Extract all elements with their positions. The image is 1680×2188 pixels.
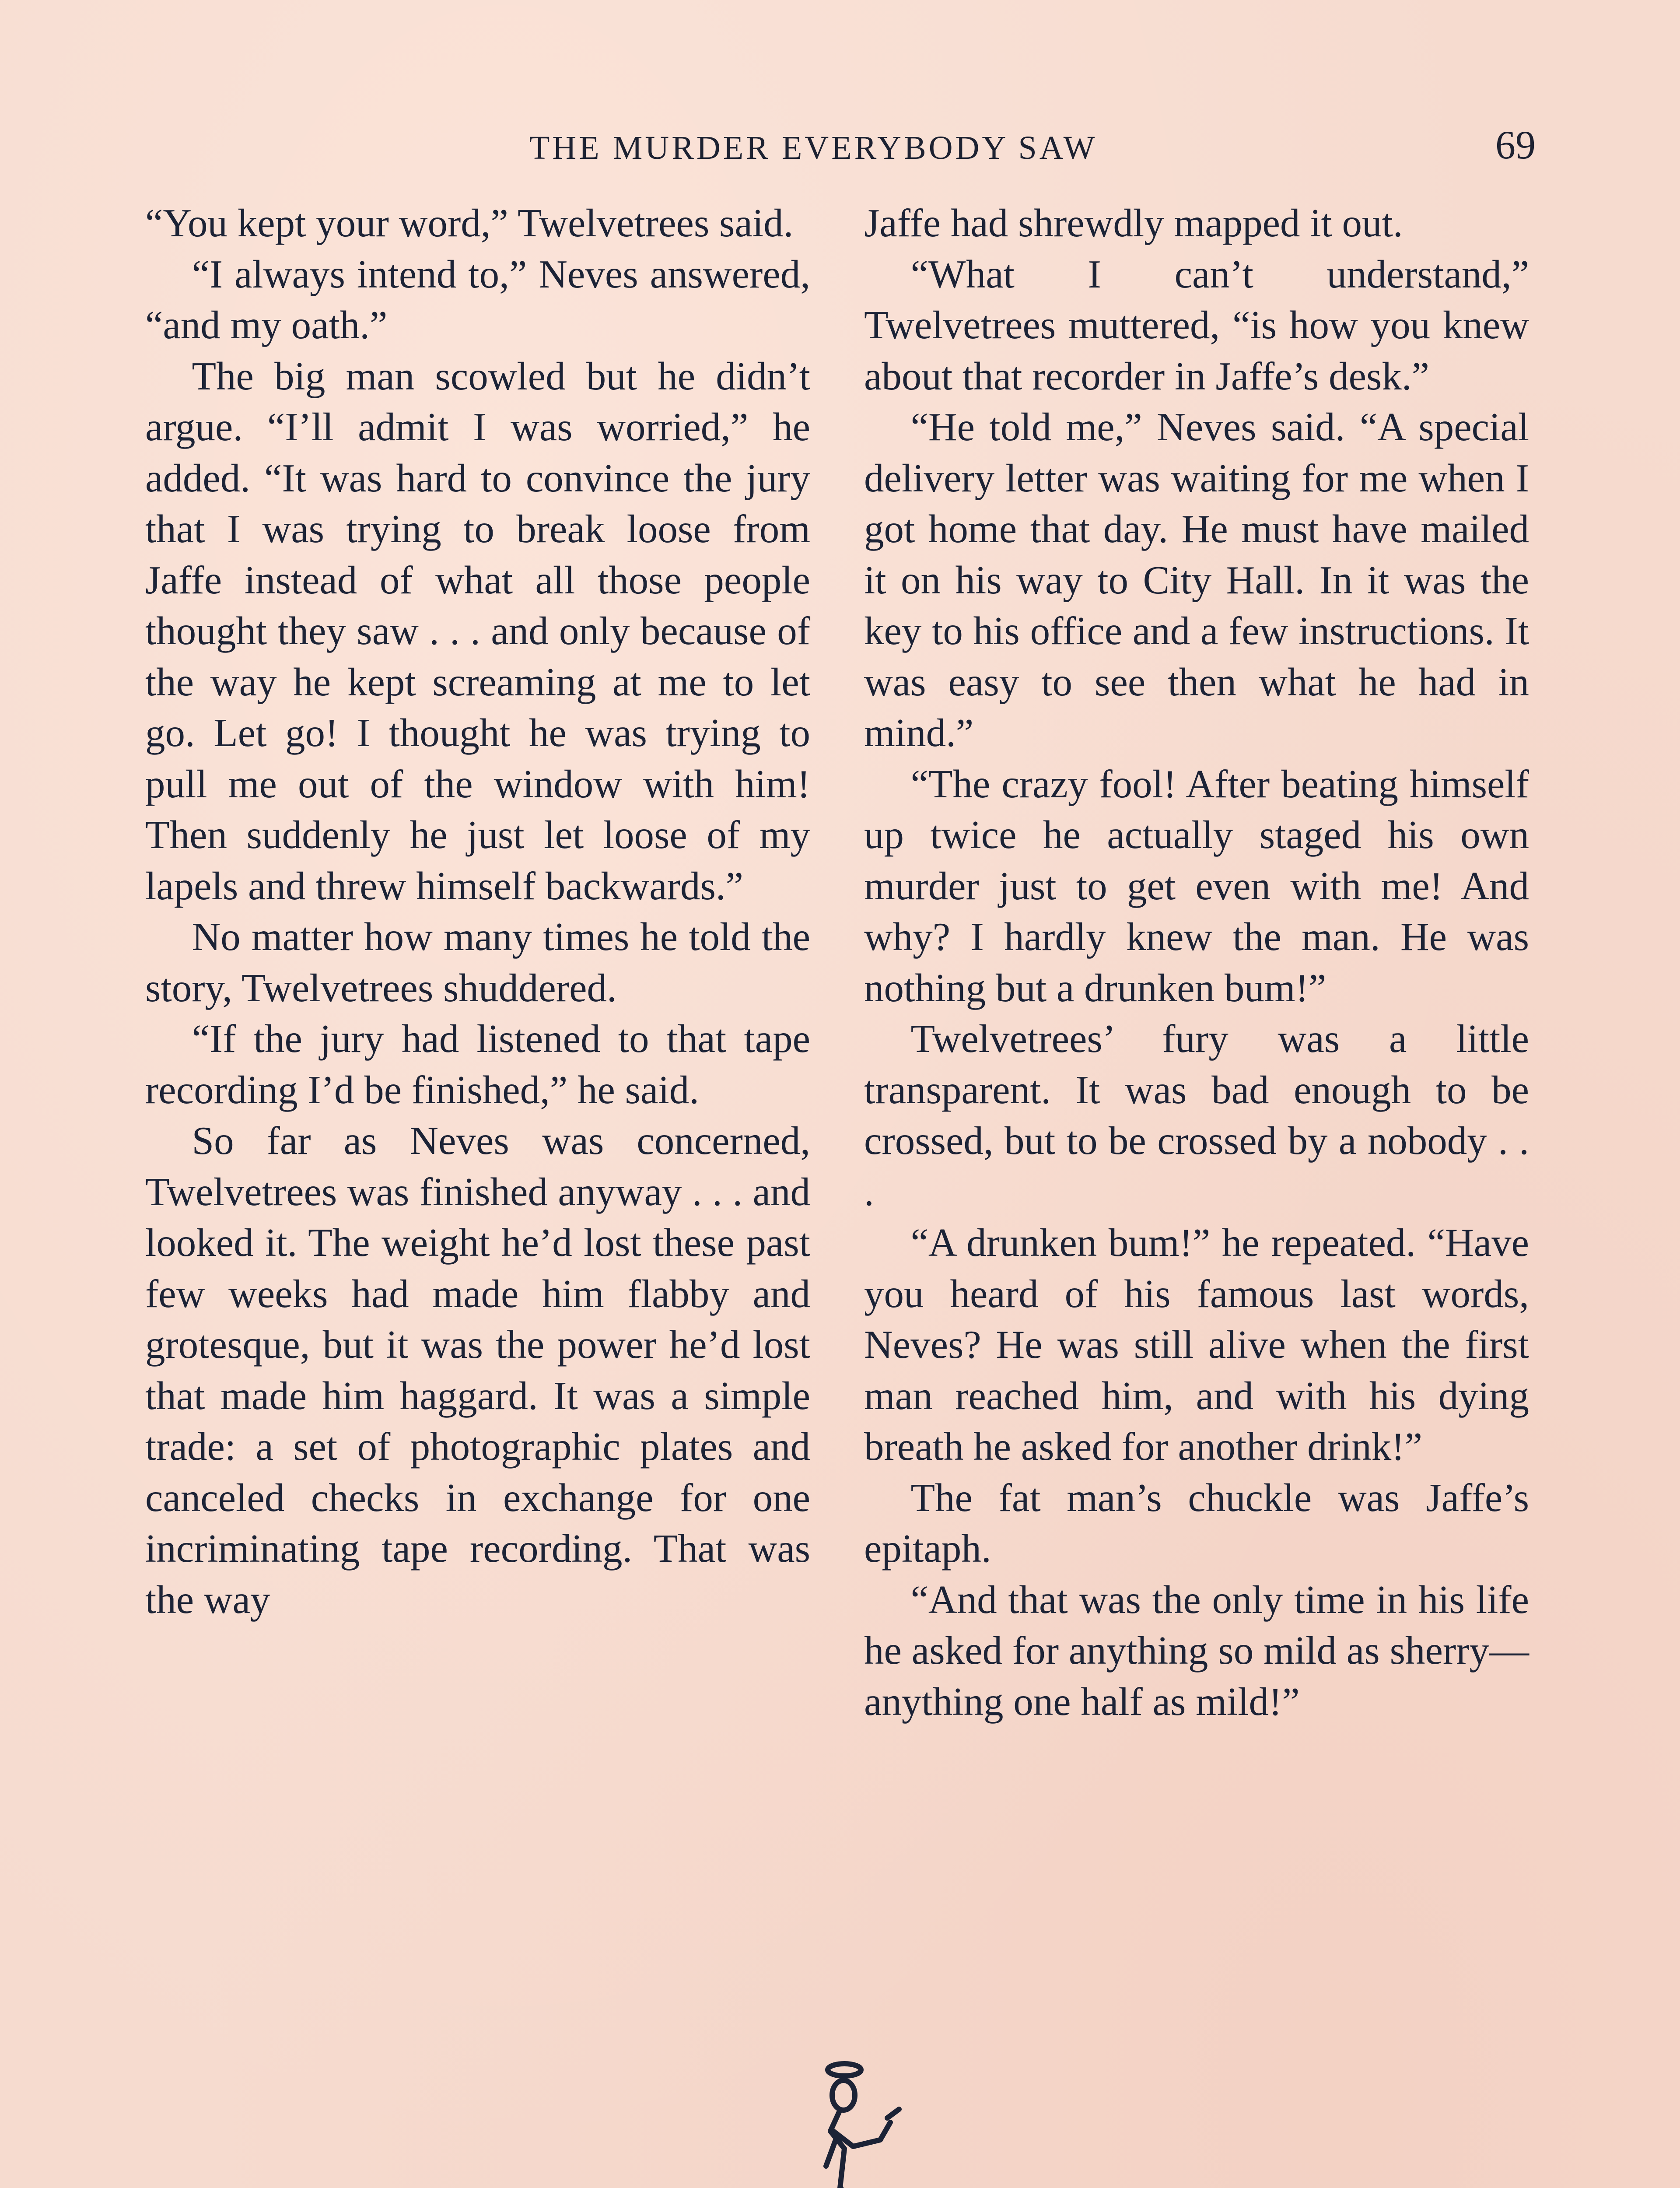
- right-text-column: [864, 198, 1529, 1727]
- page-number: 69: [1495, 123, 1536, 167]
- paragraph: So far as Neves was concerned, Twelvetrees was finished anyway . . . and looked it. The weight he’d lost these past few weeks had made him flabby and grotesque, but it was the power he’d lost that made him haggard. It was a simple trade: a set of photographic plates and canceled checks in exchange for one incriminating tape recording. That was the way: [145, 1119, 810, 1622]
- paragraph: “You kept your word,” Twelvetrees said.: [145, 201, 794, 245]
- paragraph: “I always intend to,” Neves answered, “and my oath.”: [145, 252, 810, 347]
- paragraph: “A drunken bum!” he repeated. “Have you heard of his famous last words, Neves? He was still alive when the first man reached him, and with his dying breath he asked for another drink!”: [864, 1220, 1529, 1469]
- paragraph: Jaffe had shrewdly mapped it out.: [864, 201, 1403, 245]
- paragraph: No matter how many times he told the story, Twelvetrees shuddered.: [145, 915, 810, 1010]
- left-text-column: [145, 198, 810, 1625]
- paragraph: The fat man’s chuckle was Jaffe’s epitaph.: [864, 1475, 1529, 1571]
- paragraph: “If the jury had listened to that tape recording I’d be finished,” he said.: [145, 1017, 810, 1112]
- running-title: THE MURDER EVERYBODY SAW: [529, 130, 1098, 166]
- paragraph: “The crazy fool! After beating himself up twice he actually staged his own murder just to get even with me! And why? I hardly knew the man. He was nothing but a drunken bum!”: [864, 761, 1529, 1010]
- haloed-stick-figure-icon: [779, 2057, 923, 2188]
- paragraph: The big man scowled but he didn’t argue. “I’ll admit I was worried,” he added. “It was hard to convince the jury that I was trying to break loose from Jaffe instead of what all those people thought they saw . . . and only because of the way he kept screaming at me to let go. Let go! I thought he was trying to pull me out of the window with him! Then suddenly he just let loose of my lapels and threw himself backwards.”: [145, 354, 810, 908]
- paragraph: “And that was the only time in his life he asked for anything so mild as sherry—anything one half as mild!”: [864, 1577, 1529, 1724]
- paragraph: “He told me,” Neves said. “A special delivery letter was waiting for me when I got home that day. He must have mailed it on his way to City Hall. In it was the key to his office and a few instructions. It was easy to see then what he had in mind.”: [864, 405, 1529, 755]
- paragraph: “What I can’t understand,” Twelvetrees muttered, “is how you knew about that recorder in Jaffe’s desk.”: [864, 252, 1529, 398]
- paragraph: Twelvetrees’ fury was a little transparent. It was bad enough to be crossed, but to be crossed by a nobody . . .: [864, 1017, 1529, 1214]
